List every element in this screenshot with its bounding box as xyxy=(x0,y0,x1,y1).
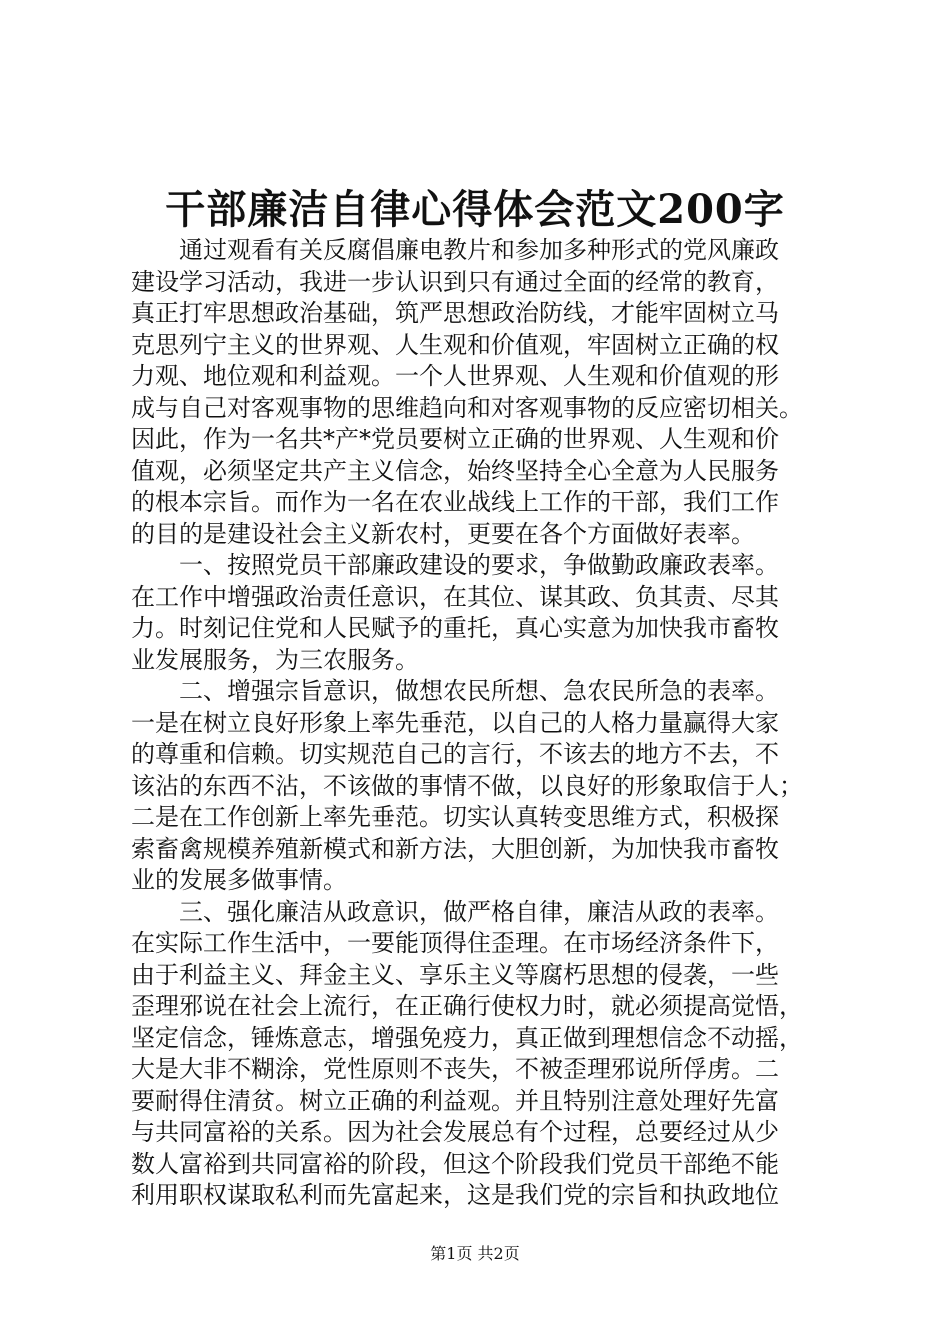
body-line: 克思列宁主义的世界观、人生观和价值观，牢固树立正确的权 xyxy=(131,330,779,359)
body-line: 值观，必须坚定共产主义信念，始终坚持全心全意为人民服务 xyxy=(131,456,779,485)
body-line: 的目的是建设社会主义新农村，更要在各个方面做好表率。 xyxy=(131,519,755,548)
body-line: 大是大非不糊涂，党性原则不丧失，不被歪理邪说所俘虏。二 xyxy=(131,1055,779,1083)
page-footer: 第1页 共2页 xyxy=(430,1244,520,1263)
body-line: 力观、地位观和利益观。一个人世界观、人生观和价值观的形 xyxy=(131,362,779,390)
body-line: 业的发展多做事情。 xyxy=(131,866,347,894)
body-line: 索畜禽规模养殖新模式和新方法，大胆创新，为加快我市畜牧 xyxy=(131,834,779,863)
body-line: 力。时刻记住党和人民赋予的重托，真心实意为加快我市畜牧 xyxy=(131,614,779,642)
body-line: 坚定信念，锤炼意志，增强免疫力，真正做到理想信念不动摇， xyxy=(131,1023,803,1052)
body-line: 业发展服务，为三农服务。 xyxy=(131,645,419,674)
body-line: 通过观看有关反腐倡廉电教片和参加多种形式的党风廉政 xyxy=(131,236,779,264)
body-line: 因此，作为一名共*产*党员要树立正确的世界观、人生观和价 xyxy=(131,425,779,453)
body-line: 与共同富裕的关系。因为社会发展总有个过程，总要经过从少 xyxy=(131,1118,779,1146)
body-line: 要耐得住清贫。树立正确的利益观。并且特别注意处理好先富 xyxy=(131,1086,779,1115)
body-line: 二、增强宗旨意识，做想农民所想、急农民所急的表率。 xyxy=(131,677,779,705)
body-line: 数人富裕到共同富裕的阶段，但这个阶段我们党员干部绝不能 xyxy=(131,1149,779,1178)
document-title: 干部廉洁自律心得体会范文200字 xyxy=(165,186,785,233)
body-line: 的尊重和信赖。切实规范自己的言行，不该去的地方不去，不 xyxy=(131,740,779,768)
document-body xyxy=(131,235,831,1212)
body-line: 二是在工作创新上率先垂范。切实认真转变思维方式，积极探 xyxy=(131,803,779,831)
body-line: 由于利益主义、拜金主义、享乐主义等腐朽思想的侵袭，一些 xyxy=(131,960,779,989)
body-line: 一、按照党员干部廉政建设的要求，争做勤政廉政表率。 xyxy=(131,551,779,579)
body-line: 真正打牢思想政治基础，筑严思想政治防线，才能牢固树立马 xyxy=(131,299,779,327)
body-line: 在实际工作生活中，一要能顶得住歪理。在市场经济条件下， xyxy=(131,929,779,957)
body-line: 成与自己对客观事物的思维趋向和对客观事物的反应密切相关。 xyxy=(131,393,803,422)
body-line: 利用职权谋取私利而先富起来，这是我们党的宗旨和执政地位 xyxy=(131,1181,779,1209)
body-line: 三、强化廉洁从政意识，做严格自律，廉洁从政的表率。 xyxy=(131,897,779,926)
body-line: 一是在树立良好形象上率先垂范，以自己的人格力量赢得大家 xyxy=(131,708,779,737)
body-line: 该沾的东西不沾，不该做的事情不做，以良好的形象取信于人； xyxy=(131,771,803,800)
body-line: 在工作中增强政治责任意识，在其位、谋其政、负其责、尽其 xyxy=(131,582,779,611)
body-line: 歪理邪说在社会上流行，在正确行使权力时，就必须提高觉悟， xyxy=(131,992,803,1020)
body-line: 建设学习活动，我进一步认识到只有通过全面的经常的教育， xyxy=(131,267,779,296)
body-line: 的根本宗旨。而作为一名在农业战线上工作的干部，我们工作 xyxy=(131,488,779,516)
